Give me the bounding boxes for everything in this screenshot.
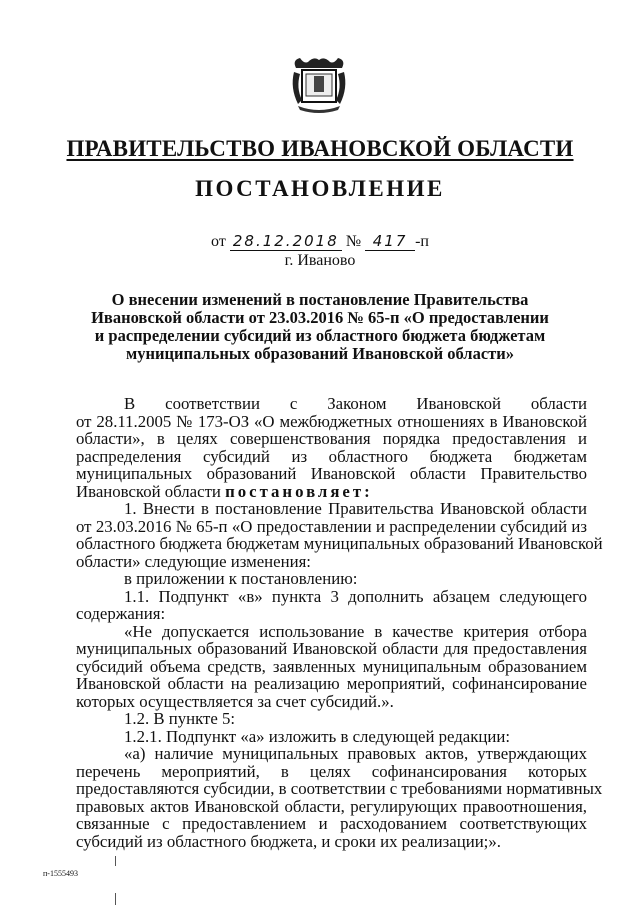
body-line: муниципальных образований Ивановской области Правительство <box>76 464 587 483</box>
body-line: «а) наличие муниципальных правовых актов, утверждающих <box>124 744 587 763</box>
heading-line: муниципальных образований Ивановской области» <box>126 344 514 363</box>
document-number: 417 <box>365 232 415 251</box>
document-heading <box>80 291 560 363</box>
body-line: Ивановской области на реализацию мероприятий, софинансирование <box>76 674 587 693</box>
margin-mark <box>115 893 116 905</box>
body-line-text: 1.2. В пункте 5: <box>124 709 236 728</box>
body-line <box>76 833 587 851</box>
body-line-text: области» следующие изменения: <box>76 551 311 571</box>
body-line: предоставляются субсидии, в соответствии с требованиями нормативных <box>76 779 603 798</box>
body-line: распределения субсидий из областного бюджета бюджетам <box>76 446 587 466</box>
body-line-text: в приложении к постановлению: <box>124 569 358 588</box>
coat-of-arms-emblem <box>288 54 350 116</box>
number-suffix: -п <box>415 233 429 250</box>
body-line: от 28.11.2005 № 173-ОЗ «О межбюджетных отношениях в Ивановской <box>76 411 587 431</box>
body-line: области», в целях совершенствования порядка предоставления и <box>76 429 587 448</box>
body-line: областного бюджета бюджетам муниципальных образований Ивановской <box>76 534 603 553</box>
city: г. Иваново <box>284 252 356 269</box>
body-line: от 23.03.2016 № 65-п «О предоставлении и распределении субсидий из <box>76 516 587 536</box>
body-line-text: субсидий из областного бюджета, и сроки их реализации;». <box>76 831 501 851</box>
body-line-text: 1.2.1. Подпункт «а» изложить в следующей редакции: <box>124 726 511 746</box>
document-type: ПОСТАНОВЛЕНИЕ <box>195 176 445 201</box>
body-line <box>76 553 587 571</box>
number-prefix: № <box>345 233 362 250</box>
document-stamp-number: п-1555493 <box>43 869 78 878</box>
body-line: «Не допускается использование в качестве критерия отбора <box>124 621 587 641</box>
body-line <box>76 728 587 746</box>
body-line <box>76 570 587 588</box>
body-line <box>76 710 587 728</box>
margin-mark <box>115 856 116 866</box>
decree-verb: постановляет: <box>225 481 373 501</box>
heading-line: О внесении изменений в постановление Правительства <box>111 290 529 309</box>
body-line: связанные с предоставлением и расходованием соответствующих <box>76 814 587 833</box>
organization-title: ПРАВИТЕЛЬСТВО ИВАНОВСКОЙ ОБЛАСТИ <box>66 136 574 161</box>
body-line: субсидий объема средств, заявленных муниципальным образованием <box>76 656 587 676</box>
body-line: В соответствии с Законом Ивановской области <box>124 394 587 413</box>
body-line: муниципальных образований Ивановской области для предоставления <box>76 639 587 658</box>
date-prefix: от <box>211 233 226 250</box>
document-date: 28.12.2018 <box>230 232 342 251</box>
body-line <box>76 483 587 501</box>
body-line-text: Ивановской области <box>76 481 226 501</box>
body-line-text: содержания: <box>76 604 166 623</box>
date-number-line <box>0 232 640 251</box>
body-line <box>76 605 587 623</box>
body-line: перечень мероприятий, в целях софинансирования которых <box>76 761 587 781</box>
document-body <box>76 394 603 851</box>
body-line-text: которых осуществляется за счет субсидий.». <box>76 691 394 711</box>
body-line: правовых актов Ивановской области, регулирующих правоотношения, <box>76 796 587 816</box>
heading-line: Ивановской области от 23.03.2016 № 65-п «О предоставлении <box>91 308 549 327</box>
heading-line: и распределении субсидий из областного бюджета бюджетам <box>94 326 546 345</box>
body-line <box>76 693 587 711</box>
body-line: 1.1. Подпункт «в» пункта 3 дополнить абзацем следующего <box>124 586 587 606</box>
body-line: 1. Внести в постановление Правительства Ивановской области <box>124 499 587 518</box>
